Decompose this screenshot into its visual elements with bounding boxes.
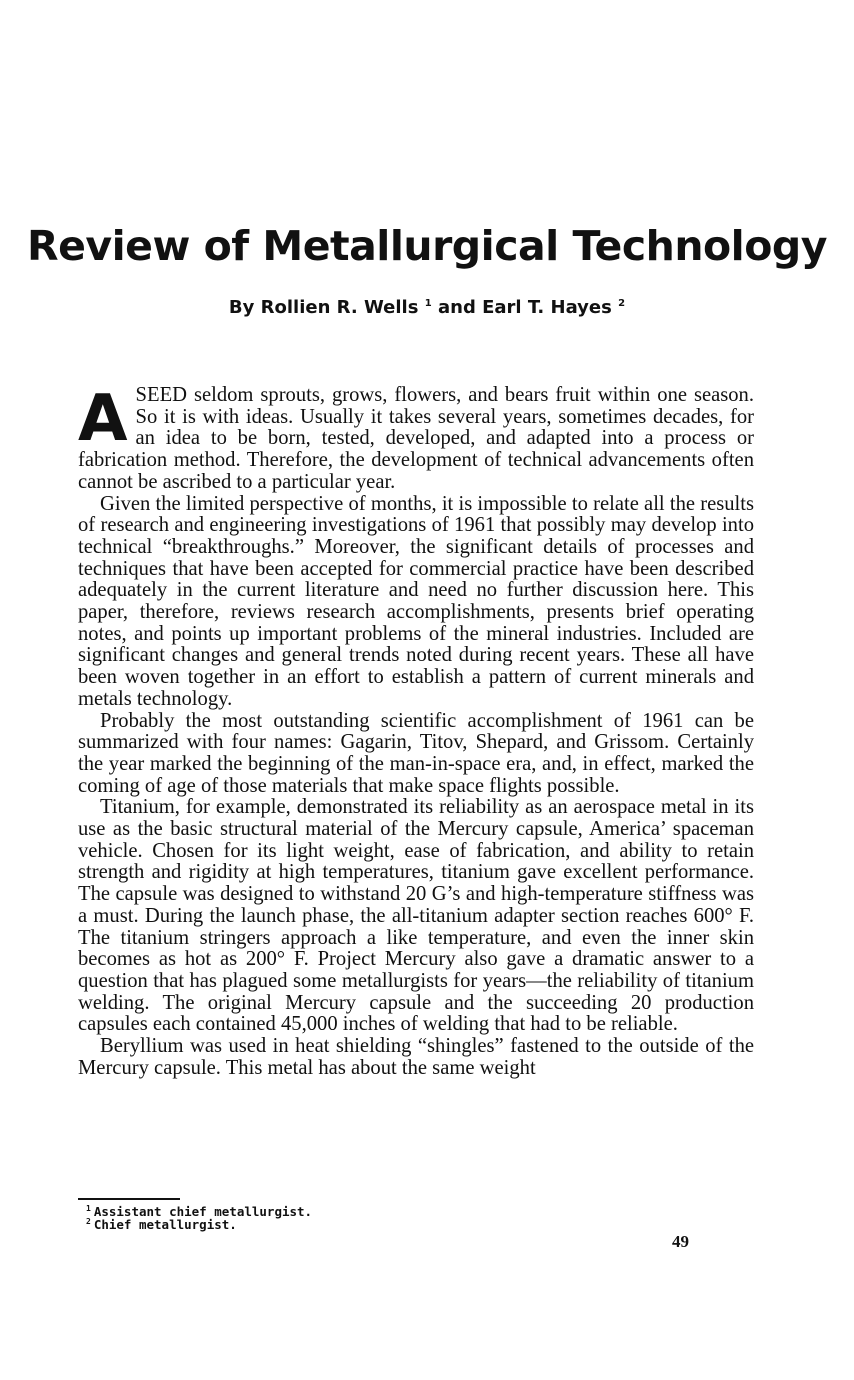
footnote-divider bbox=[78, 1198, 180, 1200]
paragraph-3: Probably the most outstanding scientific accomplishment of 1961 can be summarized with four names: Gagarin, Titov, Shepard, and Grissom. Certainly the year marked the beginning of the man-in-space era, and, in effect, marked the coming of age of those materials that make space flights possible. bbox=[78, 709, 754, 797]
footnote-2-marker: 2 bbox=[86, 1216, 91, 1226]
footnote-2 bbox=[86, 1218, 312, 1231]
footnote-1-text: Assistant chief metallurgist. bbox=[93, 1204, 313, 1219]
byline-prefix: By Rollien R. Wells bbox=[228, 297, 419, 318]
paragraph-2: Given the limited perspective of months, it is impossible to relate all the results of research and engineering investigations of 1961 that possibly may develop into technical “breakthroughs.” Moreover, the significant details of processes and techniques that have been accepted for commercial practice have been described adequately in the current literature and need no further discussion here. This paper, therefore, reviews research accomplishments, presents brief operating notes, and points up important problems of the mineral industries. Included are significant changes and general trends noted during recent years. These all have been woven together in an effort to establish a pattern of current minerals and metals technology. bbox=[78, 492, 754, 710]
page-title: Review of Metallurgical Technology bbox=[27, 222, 827, 270]
paragraph-1 bbox=[78, 382, 754, 494]
author-1-footnote-ref: 1 bbox=[424, 298, 432, 309]
byline-connector: and Earl T. Hayes bbox=[437, 297, 612, 318]
footnote-2-text: Chief metallurgist. bbox=[93, 1217, 237, 1232]
page-number: 49 bbox=[672, 1232, 689, 1251]
byline bbox=[0, 297, 854, 318]
paragraph-5: Beryllium was used in heat shielding “shingles” fastened to the outside of the Mercury capsule. This metal has about the same weight bbox=[78, 1035, 754, 1079]
paragraph-4: Titanium, for example, demonstrated its reliability as an aerospace metal in its use as the basic structural material of the Mercury capsule, America’ spaceman vehicle. Chosen for its light weight, ease of fabrication, and ability to retain strength and rigidity at high temperatures, titanium gave excellent performance. The capsule was designed to withstand 20 G’s and high-temperature stiffness was a must. During the launch phase, the all-titanium adapter section reaches 600° F. The titanium stringers approach a like temperature, and even the inner skin becomes as hot as 200° F. Project Mercury also gave a dramatic answer to a question that has plagued some metallurgists for years—the reliability of titanium welding. The original Mercury capsule and the succeeding 20 production capsules each contained 45,000 inches of welding that had to be reliable. bbox=[78, 796, 754, 1036]
author-2-footnote-ref: 2 bbox=[618, 298, 626, 309]
paragraph-1-text: SEED seldom sprouts, grows, flowers, and bears fruit within one season. So it is with ideas. Usually it takes several years, sometimes decades, for an idea to be born, tested, developed, and adapted into a process or fabrication method. Therefore, the development of technical advancements often cannot be ascribed to a particular year. bbox=[78, 384, 754, 493]
footnote-1-marker: 1 bbox=[86, 1203, 91, 1213]
footnotes bbox=[86, 1205, 312, 1231]
article-body bbox=[78, 382, 754, 1080]
drop-cap: A bbox=[78, 382, 128, 456]
